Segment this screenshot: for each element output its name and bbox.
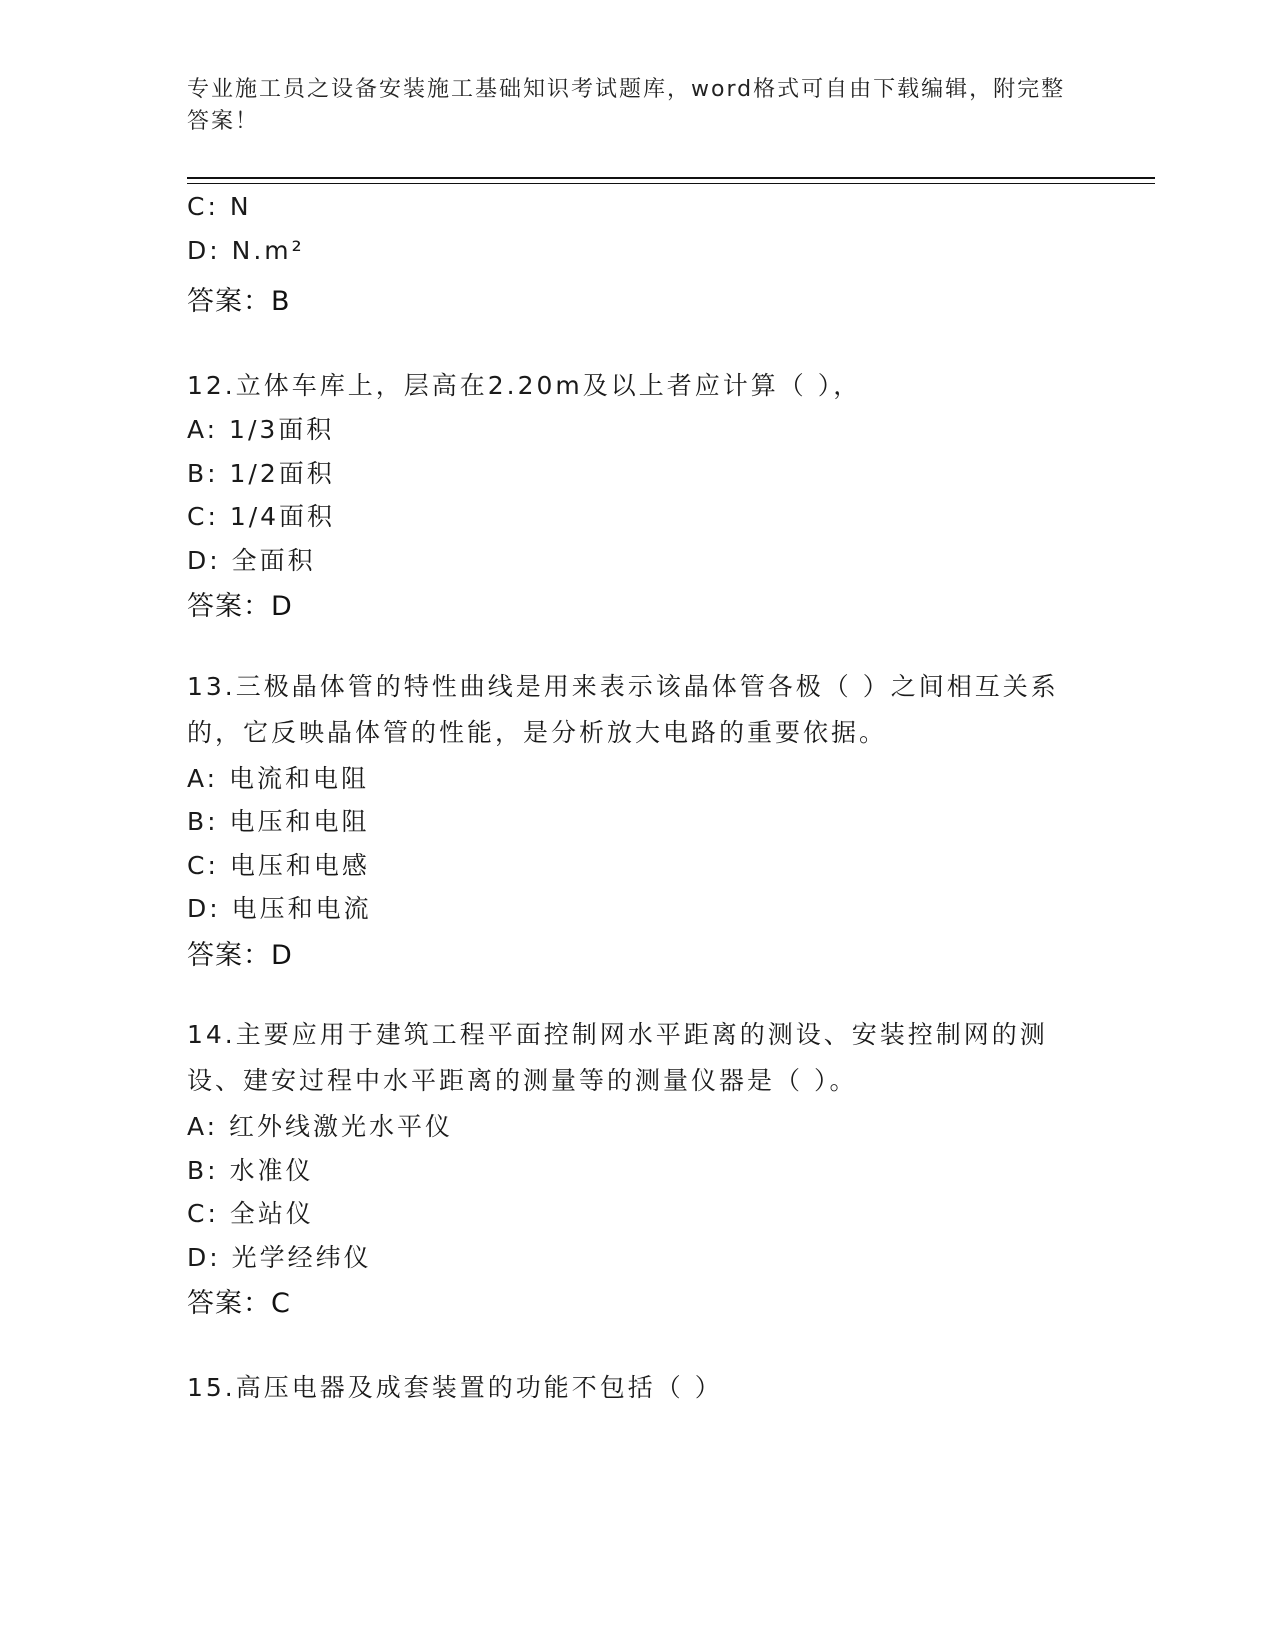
q12-option-c: C: 1/4面积 [187,502,336,531]
q13-option-b: B: 电压和电阻 [187,807,370,836]
q11-option-c: C: N [187,192,252,221]
page-header: 专业施工员之设备安装施工基础知识考试题库，word格式可自由下载编辑，附完整答案！ [187,77,1066,134]
q14-stem: 14.主要应用于建筑工程平面控制网水平距离的测设、安装控制网的测设、建安过程中水平距离的测量等的测量仪器是（ ）。 [187,1020,1048,1095]
q14-option-c: C: 全站仪 [187,1199,314,1228]
q12-answer: 答案：D [187,591,293,622]
header-divider-thick [187,177,1155,179]
q14-option-d: D: 光学经纬仪 [187,1243,372,1272]
q11-answer: 答案：B [187,286,291,317]
q12-option-d: D: 全面积 [187,546,316,575]
q13-option-d: D: 电压和电流 [187,894,372,923]
q11-option-d: D: N.m² [187,236,305,265]
q14-answer: 答案：C [187,1288,291,1319]
q12-option-a: A: 1/3面积 [187,415,335,444]
q14-option-a: A: 红外线激光水平仪 [187,1112,454,1141]
q12-stem: 12.立体车库上，层高在2.20m及以上者应计算（ ）， [187,371,862,400]
q14-option-b: B: 水准仪 [187,1156,314,1185]
q13-stem: 13.三极晶体管的特性曲线是用来表示该晶体管各极（ ）之间相互关系的，它反映晶体管的性能，是分析放大电路的重要依据。 [187,672,1059,747]
q13-answer: 答案：D [187,940,293,971]
q13-option-a: A: 电流和电阻 [187,764,370,793]
q13-option-c: C: 电压和电感 [187,851,370,880]
q15-stem: 15.高压电器及成套装置的功能不包括（ ） [187,1373,723,1402]
q12-option-b: B: 1/2面积 [187,459,335,488]
header-divider-thin [187,183,1155,184]
